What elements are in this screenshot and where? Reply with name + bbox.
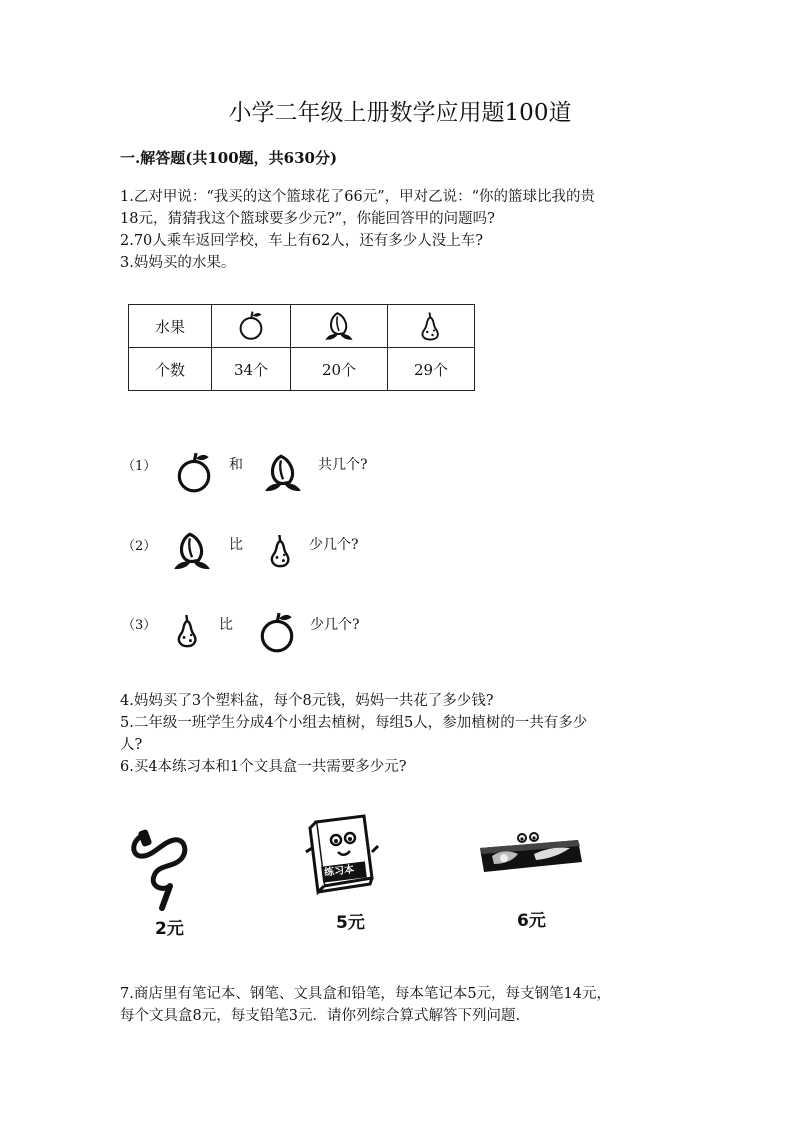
exercise-book-icon (302, 812, 380, 902)
fruit-table (128, 304, 475, 391)
question-6: 6.买4本练习本和1个文具盒一共需要多少元? (120, 759, 407, 775)
section-heading: 一.解答题(共100题，共630分) (120, 149, 338, 167)
page-title: 小学二年级上册数学应用题100道 (228, 100, 572, 126)
subquestion-3-label: （3） (122, 618, 157, 633)
peach-icon (171, 530, 213, 572)
pear-icon (172, 610, 204, 652)
pear-icon (265, 530, 297, 572)
question-5-line-1: 5.二年级一班学生分成4个小组去植树，每组5人，参加植树的一共有多少 (120, 715, 588, 731)
apple-count: 34个 (212, 348, 291, 391)
question-7-line-2: 每个文具盒8元，每支铅笔3元．请你列综合算式解答下列问题. (120, 1008, 521, 1024)
question-7-line-1: 7.商店里有笔记本、钢笔、文具盒和铅笔，每本笔记本5元，每支钢笔14元， (120, 986, 612, 1002)
question-4: 4.妈妈买了3个塑料盆，每个8元钱，妈妈一共花了多少钱? (120, 693, 494, 709)
exercise-book-price: 5元 (336, 913, 365, 933)
apple-icon (235, 309, 267, 343)
peach-icon (262, 452, 304, 494)
subquestion-1-connector: 和 (229, 457, 243, 473)
question-5-line-2: 人? (120, 737, 143, 753)
question-3: 3.妈妈买的水果。 (120, 255, 236, 271)
apple-icon (256, 612, 298, 654)
pear-count: 29个 (388, 348, 475, 391)
question-1-line-1: 1.乙对甲说：“我买的这个篮球花了66元”，甲对乙说：“你的篮球比我的贵 (120, 189, 596, 205)
subquestion-3-suffix: 少几个? (310, 617, 360, 633)
question-2: 2.70人乘车返回学校，车上有62人，还有多少人没上车? (120, 233, 484, 249)
count-label-cell: 个数 (129, 348, 212, 391)
subquestion-3-connector: 比 (219, 617, 233, 633)
subquestion-2-suffix: 少几个? (309, 537, 359, 553)
subquestion-1-label: （1） (122, 459, 157, 474)
subquestion-1-suffix: 共几个? (318, 457, 368, 473)
subquestion-2-connector: 比 (229, 537, 243, 553)
question-1-line-2: 18元，猜猜我这个篮球要多少元?”，你能回答甲的问题吗? (120, 211, 495, 227)
jump-rope-price: 2元 (155, 919, 184, 939)
pencil-case-icon (474, 824, 586, 880)
fruit-label-cell: 水果 (129, 305, 212, 348)
book-label: 练习本 (323, 864, 355, 879)
jump-rope-icon (128, 828, 204, 912)
pear-icon (416, 309, 446, 343)
peach-icon (323, 309, 355, 343)
peach-count: 20个 (291, 348, 388, 391)
apple-icon (173, 452, 215, 494)
subquestion-2-label: （2） (122, 539, 157, 554)
pencil-case-price: 6元 (517, 911, 546, 931)
